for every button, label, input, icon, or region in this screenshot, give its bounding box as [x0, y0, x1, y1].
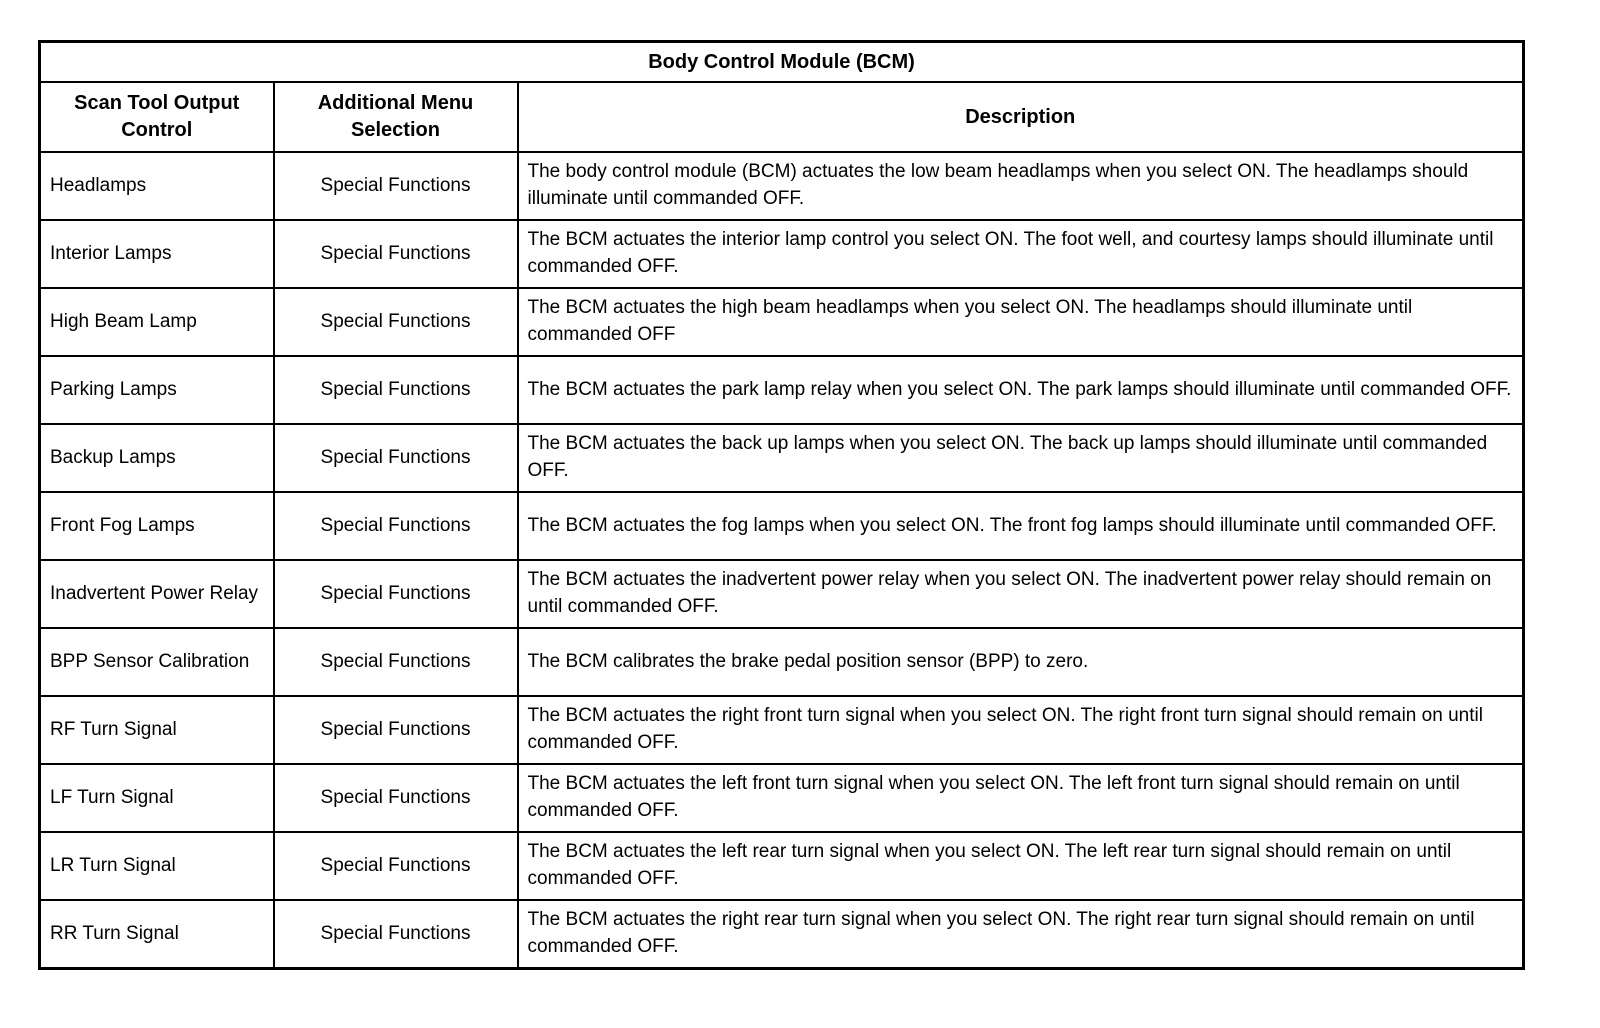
description-cell: The BCM actuates the left rear turn signal when you select ON. The left rear turn signal should remain on until commanded OFF. [518, 832, 1524, 900]
control-cell: Backup Lamps [40, 424, 274, 492]
menu-cell: Special Functions [274, 628, 518, 696]
table-header-row [40, 82, 1524, 152]
control-cell: LF Turn Signal [40, 764, 274, 832]
table-row [40, 288, 1524, 356]
menu-cell: Special Functions [274, 356, 518, 424]
description-cell: The BCM actuates the high beam headlamps when you select ON. The headlamps should illuminate until commanded OFF [518, 288, 1524, 356]
description-cell: The BCM actuates the right front turn signal when you select ON. The right front turn signal should remain on until commanded OFF. [518, 696, 1524, 764]
menu-cell: Special Functions [274, 560, 518, 628]
menu-cell: Special Functions [274, 152, 518, 220]
menu-cell: Special Functions [274, 900, 518, 968]
menu-cell: Special Functions [274, 764, 518, 832]
description-cell: The BCM actuates the fog lamps when you select ON. The front fog lamps should illuminate until commanded OFF. [518, 492, 1524, 560]
table-title-row [40, 42, 1524, 83]
table-row [40, 424, 1524, 492]
table-row [40, 152, 1524, 220]
control-cell: RR Turn Signal [40, 900, 274, 968]
menu-cell: Special Functions [274, 424, 518, 492]
menu-cell: Special Functions [274, 288, 518, 356]
description-cell: The BCM actuates the interior lamp control you select ON. The foot well, and courtesy lamps should illuminate until commanded OFF. [518, 220, 1524, 288]
description-cell: The BCM actuates the right rear turn signal when you select ON. The right rear turn signal should remain on until commanded OFF. [518, 900, 1524, 968]
description-cell: The BCM calibrates the brake pedal position sensor (BPP) to zero. [518, 628, 1524, 696]
table-row [40, 356, 1524, 424]
menu-cell: Special Functions [274, 220, 518, 288]
menu-cell: Special Functions [274, 492, 518, 560]
control-cell: BPP Sensor Calibration [40, 628, 274, 696]
description-cell: The body control module (BCM) actuates the low beam headlamps when you select ON. The headlamps should illuminate until commanded OFF. [518, 152, 1524, 220]
control-cell: Interior Lamps [40, 220, 274, 288]
description-cell: The BCM actuates the back up lamps when you select ON. The back up lamps should illuminate until commanded OFF. [518, 424, 1524, 492]
table-title: Body Control Module (BCM) [40, 42, 1524, 83]
description-cell: The BCM actuates the park lamp relay when you select ON. The park lamps should illuminate until commanded OFF. [518, 356, 1524, 424]
header-description: Description [518, 82, 1524, 152]
menu-cell: Special Functions [274, 696, 518, 764]
description-cell: The BCM actuates the left front turn signal when you select ON. The left front turn signal should remain on until commanded OFF. [518, 764, 1524, 832]
table-row [40, 832, 1524, 900]
bcm-output-controls-table [38, 40, 1525, 970]
description-cell: The BCM actuates the inadvertent power relay when you select ON. The inadvertent power relay should remain on until commanded OFF. [518, 560, 1524, 628]
control-cell: Front Fog Lamps [40, 492, 274, 560]
control-cell: Inadvertent Power Relay [40, 560, 274, 628]
table-row [40, 492, 1524, 560]
table-row [40, 900, 1524, 968]
table-row [40, 628, 1524, 696]
header-additional-menu-selection: Additional Menu Selection [274, 82, 518, 152]
control-cell: Headlamps [40, 152, 274, 220]
control-cell: High Beam Lamp [40, 288, 274, 356]
control-cell: RF Turn Signal [40, 696, 274, 764]
control-cell: Parking Lamps [40, 356, 274, 424]
header-scan-tool-output-control: Scan Tool Output Control [40, 82, 274, 152]
menu-cell: Special Functions [274, 832, 518, 900]
control-cell: LR Turn Signal [40, 832, 274, 900]
table-row [40, 696, 1524, 764]
table-row [40, 560, 1524, 628]
table-row [40, 220, 1524, 288]
table-row [40, 764, 1524, 832]
